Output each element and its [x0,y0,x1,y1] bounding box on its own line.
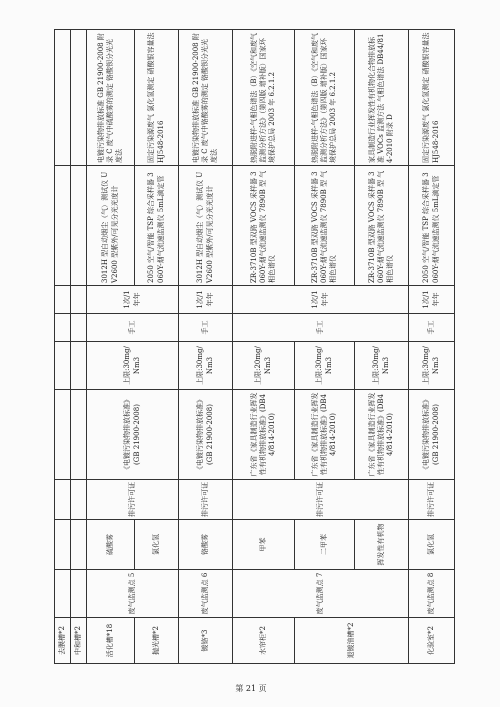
area-cell: 退镀油槽*2 [295,618,409,664]
rotated-table-wrapper [54,30,454,664]
point-cell: 废气监测点 8 [409,570,455,618]
reference-cell: 电镀污染物排放标准 GB 21900-2008 附录 C 废气中铬酸雾的测定 铬酸钡分光光度法 [179,30,233,166]
instrument-cell: 2050 空气/智能 TSP 综合采样器 3060Y-烟气流速监测仪 5mL滴定管 [409,166,455,286]
area-cell: 中和槽*2 [71,618,87,664]
area-cell: 去膜槽*2 [55,618,71,664]
limit-cell: 上限:30mg/Nm3 [179,342,233,390]
instrument-cell: ZR-3710B 型双路 VOCS 采样器 3060Y-烟气流速监测仪 7890B 型 气相色谱仪 [233,166,295,286]
table-row [355,30,409,664]
area-cell: 水帘柜*2 [233,618,295,664]
pollutant-cell: 氯化氢 [409,520,455,570]
standard-cell: 广东省《家具制造行业挥发性有机物排放标准》(DB44/814-2010) [355,390,409,480]
basis-cell: 排污许可证 [87,480,179,520]
standard-cell: 广东省《家具制造行业挥发性有机物排放标准》(DB44/814-2010) [295,390,355,480]
monitoring-table [54,29,455,664]
instrument-cell: ZR-3710B 型双路 VOCS 采样器 3060Y-烟气流速监测仪 7890B 型 气相色谱仪 [295,166,355,286]
reference-cell: 家具制造行业挥发性有机物化合物排放标准 VOCs 监测方法 气相色谱法 DB44/814-2010 附录 D [355,30,409,166]
basis-cell: 排污许可证 [233,480,409,520]
area-cell: 化验室*2 [409,618,455,664]
table-row [295,30,355,664]
reference-cell: 固定污染源废气 氯化氢测定 硝酸银容量法 HJ548-2016 [135,30,179,166]
standard-cell: 广东省《家具制造行业挥发性有机物排放标准》(DB44/814-2010) [233,390,295,480]
method-cell: 手工 [179,314,233,342]
reference-cell: 热脱附进样-气相色谱法（B）《空气和废气监测分析方法》（第四版 增补版）国家环境保护总局 2003 年 6.2.1.2 [233,30,295,166]
standard-cell: 《电镀污染物排放标准》(GB 21900-2008) [409,390,455,480]
area-cell: 镀铬*3 [179,618,233,664]
limit-cell: 上限:30mg/Nm3 [355,342,409,390]
instrument-cell: 3012H 型自动烟尘（气）测试仪 UV2600 型紫外/可见分光光度计 [179,166,233,286]
pollutant-cell: 甲苯 [233,520,295,570]
reference-cell: 热脱附进样-气相色谱法（B）《空气和废气监测分析方法》（第四版 增补版）国家环境保护总局 2003 年 6.2.1.2 [295,30,355,166]
instrument-cell: ZR-3710B 型双路 VOCS 采样器 3060Y-烟气流速监测仪 7890B 型 气相色谱仪 [355,166,409,286]
pollutant-cell: 二甲苯 [295,520,355,570]
freq-cell: 1次/1年年 [233,286,409,314]
table-row [409,30,455,664]
pollutant-cell: 挥发性有机物 [355,520,409,570]
basis-cell: 排污许可证 [409,480,455,520]
point-cell: 废气监测点 6 [179,570,233,618]
method-cell: 手工 [233,314,409,342]
point-cell: 废气监测点 7 [233,570,409,618]
freq-cell: 1次/1年年 [87,286,179,314]
method-cell: 手工 [87,314,179,342]
limit-cell: 上限:30mg/Nm3 [409,342,455,390]
table-row [71,30,87,664]
reference-cell: 固定污染源废气 氯化氢测定 硝酸银容量法 HJ548-2016 [409,30,455,166]
reference-cell: 电镀污染物排放标准 GB 21900-2008 附录 C 废气中硫酸雾的测定 铬酸钡分光光度法 [87,30,135,166]
freq-cell: 1次/1年年 [409,286,455,314]
point-cell: 废气监测点 5 [87,570,179,618]
table-row [233,30,295,664]
pollutant-cell: 硫酸雾 [87,520,135,570]
freq-cell: 1次/1年年 [179,286,233,314]
area-cell: 抛光槽*2 [135,618,179,664]
standard-cell: 《电镀污染物排放标准》(GB 21900-2008) [87,390,179,480]
table-row [55,30,71,664]
method-cell: 手工 [409,314,455,342]
pollutant-cell: 铬酸雾 [179,520,233,570]
page-number: 第 21 页 [235,684,267,693]
table-row [87,30,135,664]
standard-cell: 《电镀污染物排放标准》(GB 21900-2008) [179,390,233,480]
limit-cell: 上限:30mg/Nm3 [87,342,179,390]
table-row [179,30,233,664]
area-cell: 活化槽*18 [87,618,135,664]
instrument-cell: 2050 空气/智能 TSP 综合采样器 3060Y-烟气流速监测仪 5mL滴定管 [135,166,179,286]
instrument-cell: 3012H 型自动烟尘（气）测试仪 UV2600 型紫外/可见分光光度计 [87,166,135,286]
limit-cell: 上限:30mg/Nm3 [295,342,355,390]
pollutant-cell: 氯化氢 [135,520,179,570]
basis-cell: 排污许可证 [179,480,233,520]
limit-cell: 上限:20mg/Nm3 [233,342,295,390]
